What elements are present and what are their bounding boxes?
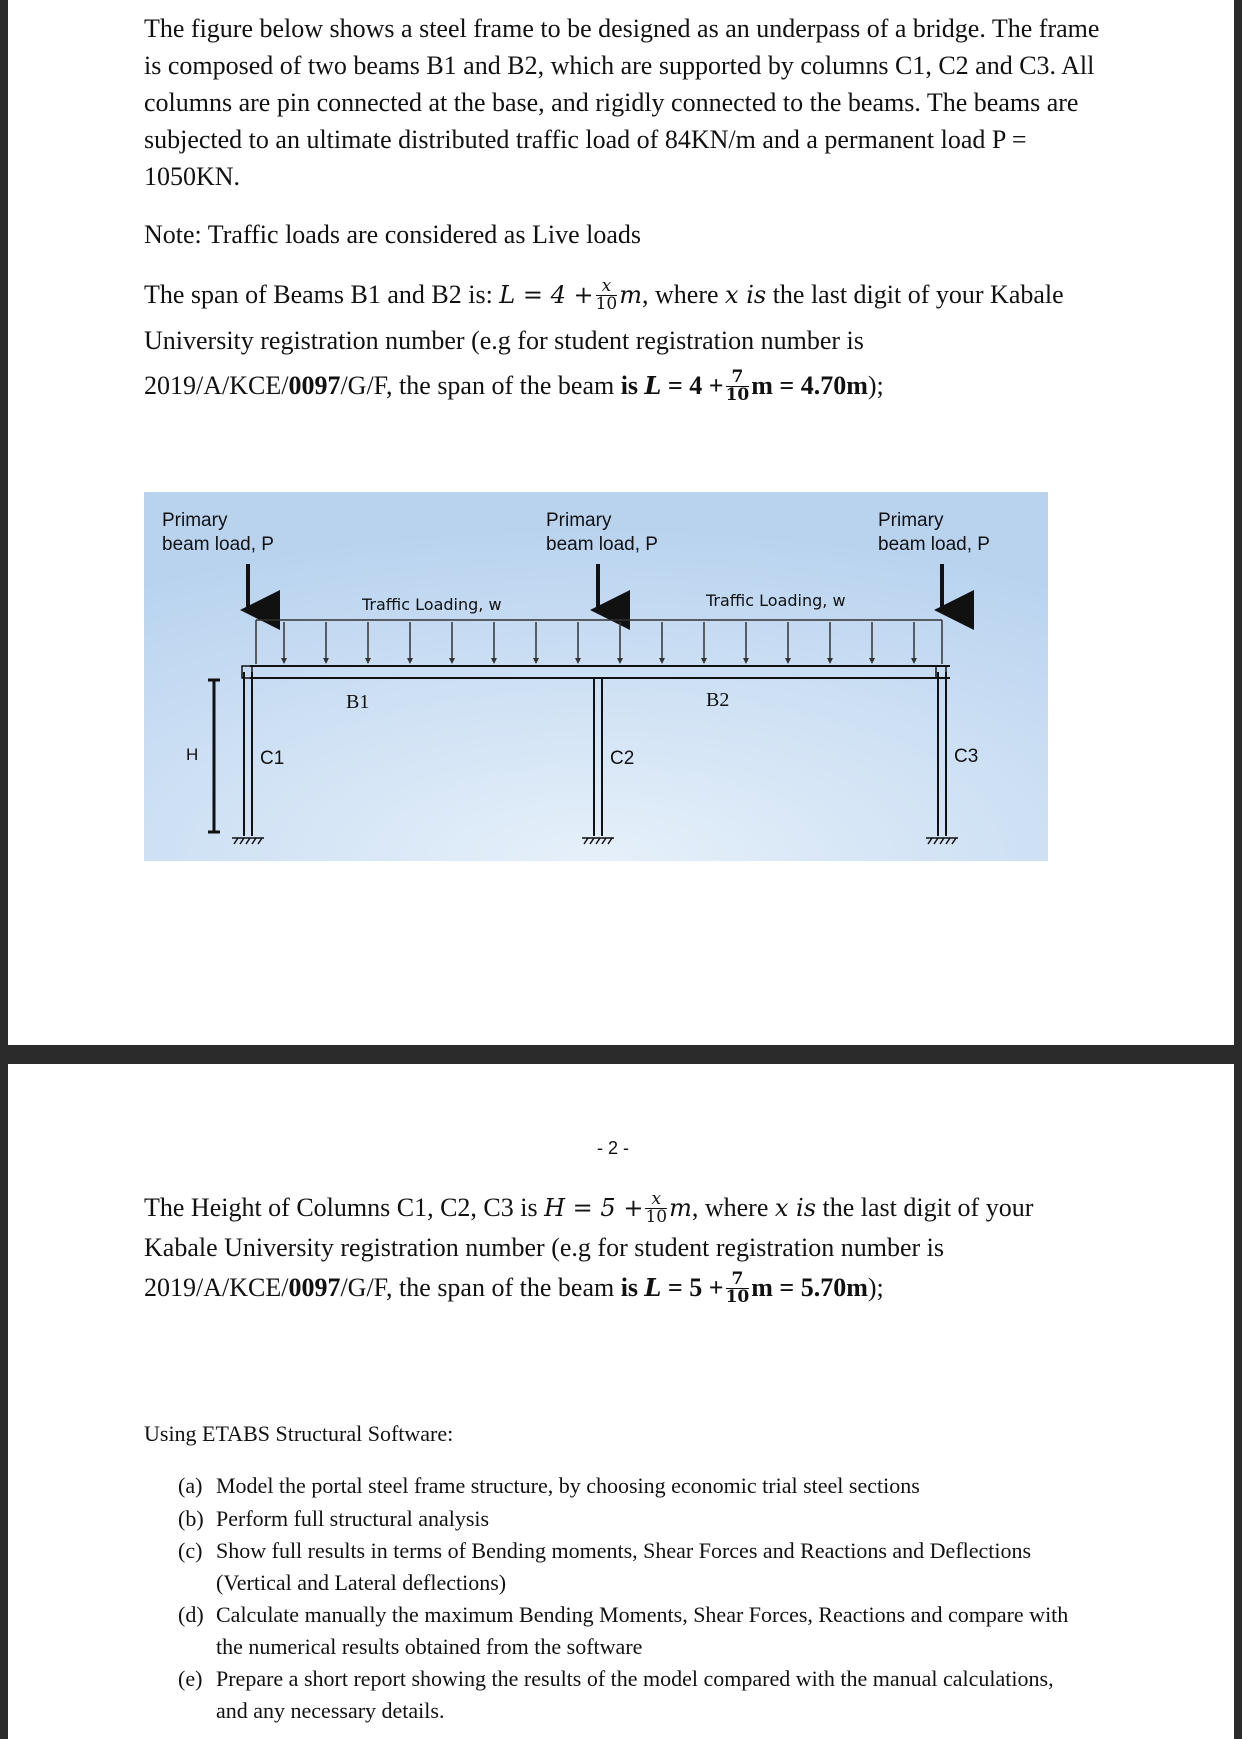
load-label-right-1: Primary	[878, 510, 944, 531]
height-example-fraction: $\frac{7}{10}$	[725, 1268, 750, 1307]
list-item: (e) Prepare a short report showing the results of the model compared with the manual calculations, and any necessary details.	[178, 1666, 1054, 1723]
span-example-fraction: $\frac{7}{10}$	[725, 366, 750, 405]
note-text: Note: Traffic loads are considered as Live loads	[144, 220, 641, 249]
list-item: (c) Show full results in terms of Bending moments, Shear Forces and Reactions and Deflections (Vertical and Lateral deflections)	[178, 1538, 1032, 1595]
software-heading: Using ETABS Structural Software:	[144, 1421, 454, 1446]
height-paragraph: The Height of Columns C1, C2, C3 is H = 5 + $\frac{x}{10}$ m, where x is the last digit of your Kabale University registration number (e.g for student registration number is 2019/A/KCE/0097/G/F, the span of the beam is L = 5 + $\frac{7}{10}$ m = 5.70m);	[144, 1188, 1034, 1307]
height-label: H	[186, 745, 199, 764]
load-label-right-2: beam load, P	[878, 534, 990, 555]
list-item: (d) Calculate manually the maximum Bending Moments, Shear Forces, Reactions and compare with the numerical results obtained from the software	[178, 1602, 1069, 1659]
task-list	[178, 1470, 1078, 1727]
height-fraction: $\frac{x}{10}$	[645, 1188, 668, 1227]
column-label-c1: C1	[260, 748, 285, 769]
column-label-c3: C3	[954, 746, 979, 767]
list-item: (b) Perform full structural analysis	[178, 1505, 490, 1531]
beam-label-b1: B1	[346, 691, 370, 713]
column-label-c2: C2	[610, 748, 635, 769]
traffic-label-left: Traffic Loading, w	[362, 595, 502, 614]
traffic-label-right: Traffic Loading, w	[706, 591, 846, 610]
load-label-left-2: beam load, P	[162, 534, 274, 555]
page-number: - 2 -	[596, 1138, 629, 1158]
span-paragraph: The span of Beams B1 and B2 is: L = 4 + $\frac{x}{10}$ m, where x is the last digit of your Kabale University registration number (e.g for student registration number is 2019/A/KCE/0097/G/F, the span of the beam is L = 4 + $\frac{7}{10}$ m = 4.70m);	[144, 275, 1064, 405]
span-fraction: $\frac{x}{10}$	[595, 275, 618, 314]
list-item: (a) Model the portal steel frame structure, by choosing economic trial steel sections	[178, 1473, 920, 1498]
intro-paragraph: The figure below shows a steel frame to be designed as an underpass of a bridge. The frame is composed of two beams B1 and B2, which are supported by columns C1, C2 and C3. All columns are pin connected at the base, and rigidly connected to the beams. The beams are subjected to an ultimate distributed traffic load of 84KN/m and a permanent load P = 1050KN.	[144, 14, 1100, 191]
load-label-mid-2: beam load, P	[546, 534, 658, 555]
load-label-left-1: Primary	[162, 510, 228, 531]
beam-label-b2: B2	[706, 689, 730, 711]
load-label-mid-1: Primary	[546, 510, 612, 531]
portal-frame-diagram	[144, 492, 1048, 861]
